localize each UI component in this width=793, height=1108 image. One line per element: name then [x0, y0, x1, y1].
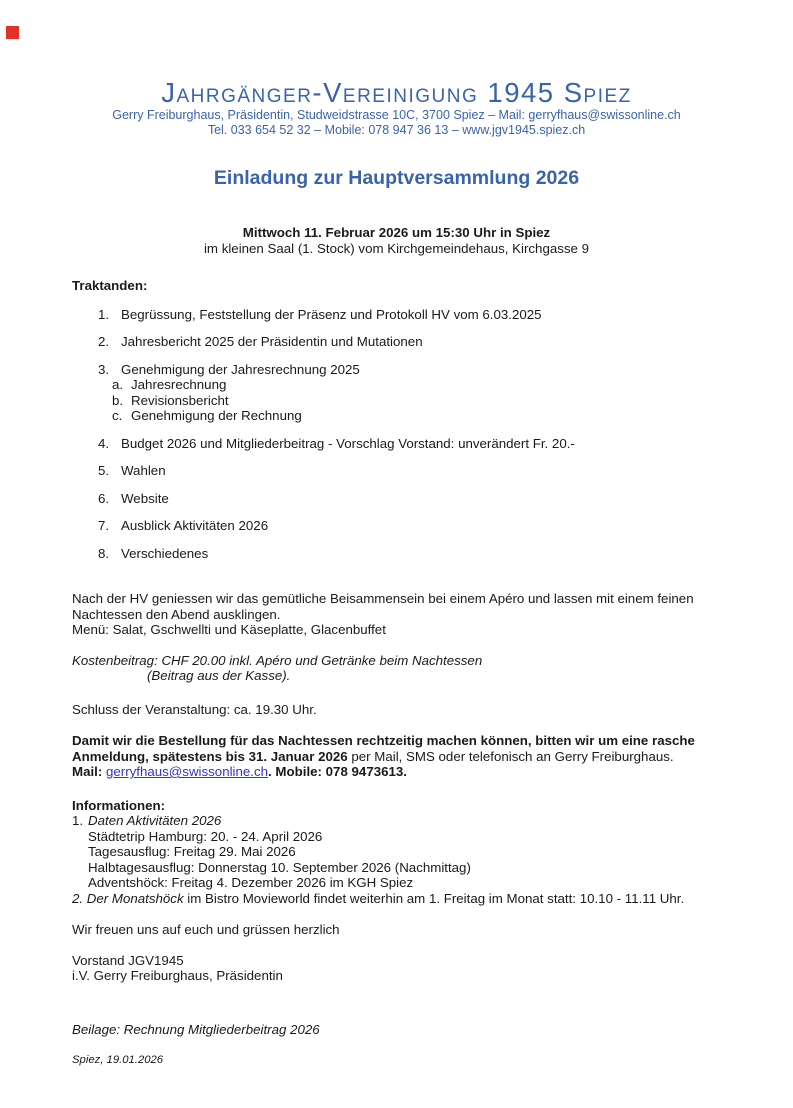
- agenda-item-text: Ausblick Aktivitäten 2026: [121, 518, 269, 533]
- agenda-item-number: 6.: [98, 490, 110, 506]
- org-name: Jahrgänger-Vereinigung 1945 Spiez: [161, 77, 632, 108]
- agenda-item-number: 1.: [98, 306, 110, 322]
- mail-label: Mail:: [72, 764, 106, 779]
- info-item-title: Daten Aktivitäten 2026: [88, 813, 222, 828]
- agenda-subitem-text: Genehmigung der Rechnung: [131, 408, 302, 423]
- agenda-item: [98, 546, 702, 562]
- agenda-item-number: 3.: [98, 361, 110, 377]
- event-end-line: Schluss der Veranstaltung: ca. 19.30 Uhr.: [72, 701, 317, 717]
- event-block: [0, 225, 793, 256]
- event-datetime: Mittwoch 11. Februar 2026 um 15:30 Uhr in Spiez: [242, 225, 551, 240]
- agenda-item-text: Wahlen: [121, 463, 166, 478]
- agenda-subitem-letter: c.: [112, 408, 123, 423]
- agenda-item-text: Verschiedenes: [121, 545, 209, 561]
- agenda-item-number: 8.: [98, 545, 110, 561]
- agenda-subitem: [98, 408, 702, 424]
- info-activity-line: Adventshöck: Freitag 4. Dezember 2026 im KGH Spiez: [88, 875, 414, 890]
- cost-note: (Beitrag aus der Kasse).: [147, 668, 291, 683]
- agenda-item-number: 5.: [98, 463, 110, 478]
- info-activity-line: Städtetrip Hamburg: 20. - 24. April 2026: [88, 828, 323, 844]
- info-activity-line: Tagesausflug: Freitag 29. Mai 2026: [88, 844, 296, 859]
- agenda-subitem-text: Revisionsbericht: [131, 392, 229, 408]
- agenda-list: [72, 307, 702, 562]
- agenda-item-number: 7.: [98, 518, 110, 533]
- agenda-item: [98, 334, 702, 350]
- agenda-item-group: [98, 362, 702, 424]
- registration-regular-text: per Mail, SMS oder telefonisch an Gerry Freiburghaus.: [347, 748, 674, 764]
- email-link[interactable]: gerryfhaus@swissonline.ch: [105, 764, 269, 779]
- agenda-subitem-letter: b.: [112, 392, 124, 408]
- info-heading: Informationen:: [72, 797, 166, 813]
- info-activity-line: Halbtagesausflug: Donnerstag 10. September 2026 (Nachmittag): [88, 859, 471, 875]
- agenda-item: [98, 491, 702, 507]
- info-item: [72, 813, 702, 829]
- document-title: Einladung zur Hauptversammlung 2026: [213, 167, 580, 189]
- agenda-subitem: [98, 377, 702, 393]
- agenda-section: [72, 278, 702, 561]
- agenda-item-text: Begrüssung, Feststellung der Präsenz und Protokoll HV vom 6.03.2025: [121, 306, 542, 322]
- info-item-number: 1.: [72, 813, 84, 828]
- info-section: [72, 798, 702, 907]
- info-item2-text: im Bistro Movieworld findet weiterhin am 1. Freitag im Monat statt: 10.10 - 11.11 Uhr.: [183, 890, 685, 906]
- agenda-subitem-text: Jahresrechnung: [131, 377, 227, 392]
- menu-line: Menü: Salat, Gschwellti und Käseplatte, Glacenbuffet: [72, 622, 386, 637]
- event-location: im kleinen Saal (1. Stock) vom Kirchgemeindehaus, Kirchgasse 9: [203, 240, 590, 256]
- agenda-item: [98, 307, 702, 323]
- closing-greeting: Wir freuen uns auf euch und grüssen herzlich: [72, 922, 340, 937]
- agenda-item: [98, 463, 702, 479]
- letterhead: [0, 0, 793, 137]
- agenda-heading: Traktanden:: [72, 278, 148, 293]
- agenda-subitem-letter: a.: [112, 377, 124, 392]
- cost-line: Kostenbeitrag: CHF 20.00 inkl. Apéro und Getränke beim Nachtessen: [72, 652, 483, 668]
- apero-text: Nach der HV geniessen wir das gemütliche Beisammensein bei einem Apéro und lassen mit einem feinen Nachtessen den Abend ausklingen.: [72, 591, 694, 622]
- signature-org: Vorstand JGV1945: [72, 952, 184, 968]
- signature-person: i.V. Gerry Freiburghaus, Präsidentin: [72, 968, 283, 983]
- agenda-item-number: 2.: [98, 334, 110, 349]
- agenda-item: [98, 436, 702, 452]
- agenda-item-text: Website: [121, 490, 169, 506]
- enclosure-line: Beilage: Rechnung Mitgliederbeitrag 2026: [72, 1021, 320, 1037]
- agenda-item: [98, 362, 702, 378]
- agenda-item-text: Jahresbericht 2025 der Präsidentin und Mutationen: [121, 334, 423, 349]
- letter-body: [72, 278, 702, 1067]
- registration-bold-text: Damit wir die Bestellung für das Nachtessen rechtzeitig machen können, bitten wir um eine rasche Anmeldung, spätestens bis 31. Januar 2026: [72, 733, 695, 764]
- agenda-item-number: 4.: [98, 435, 110, 451]
- info-item2-title: 2. Der Monatshöck: [72, 890, 184, 906]
- agenda-subitem: [98, 393, 702, 409]
- org-contact-line: Tel. 033 654 52 32 – Mobile: 078 947 36 13 – www.jgv1945.spiez.ch: [207, 122, 586, 137]
- red-corner-marker: [6, 26, 19, 39]
- mobile-text: . Mobile: 078 9473613.: [268, 764, 408, 779]
- agenda-item-text: Budget 2026 und Mitgliederbeitrag - Vorschlag Vorstand: unverändert Fr. 20.-: [121, 435, 575, 451]
- org-address-line: Gerry Freiburghaus, Präsidentin, Studweidstrasse 10C, 3700 Spiez – Mail: gerryfhaus@swissonline.ch: [112, 108, 681, 122]
- signature-block: [72, 953, 702, 984]
- cost-block: [72, 653, 702, 684]
- registration-paragraph: [72, 733, 702, 780]
- info-item: [72, 891, 702, 907]
- place-date-line: Spiez, 19.01.2026: [72, 1054, 164, 1066]
- agenda-item: [98, 518, 702, 534]
- agenda-item-text: Genehmigung der Jahresrechnung 2025: [121, 361, 360, 377]
- apero-paragraph: [72, 591, 702, 638]
